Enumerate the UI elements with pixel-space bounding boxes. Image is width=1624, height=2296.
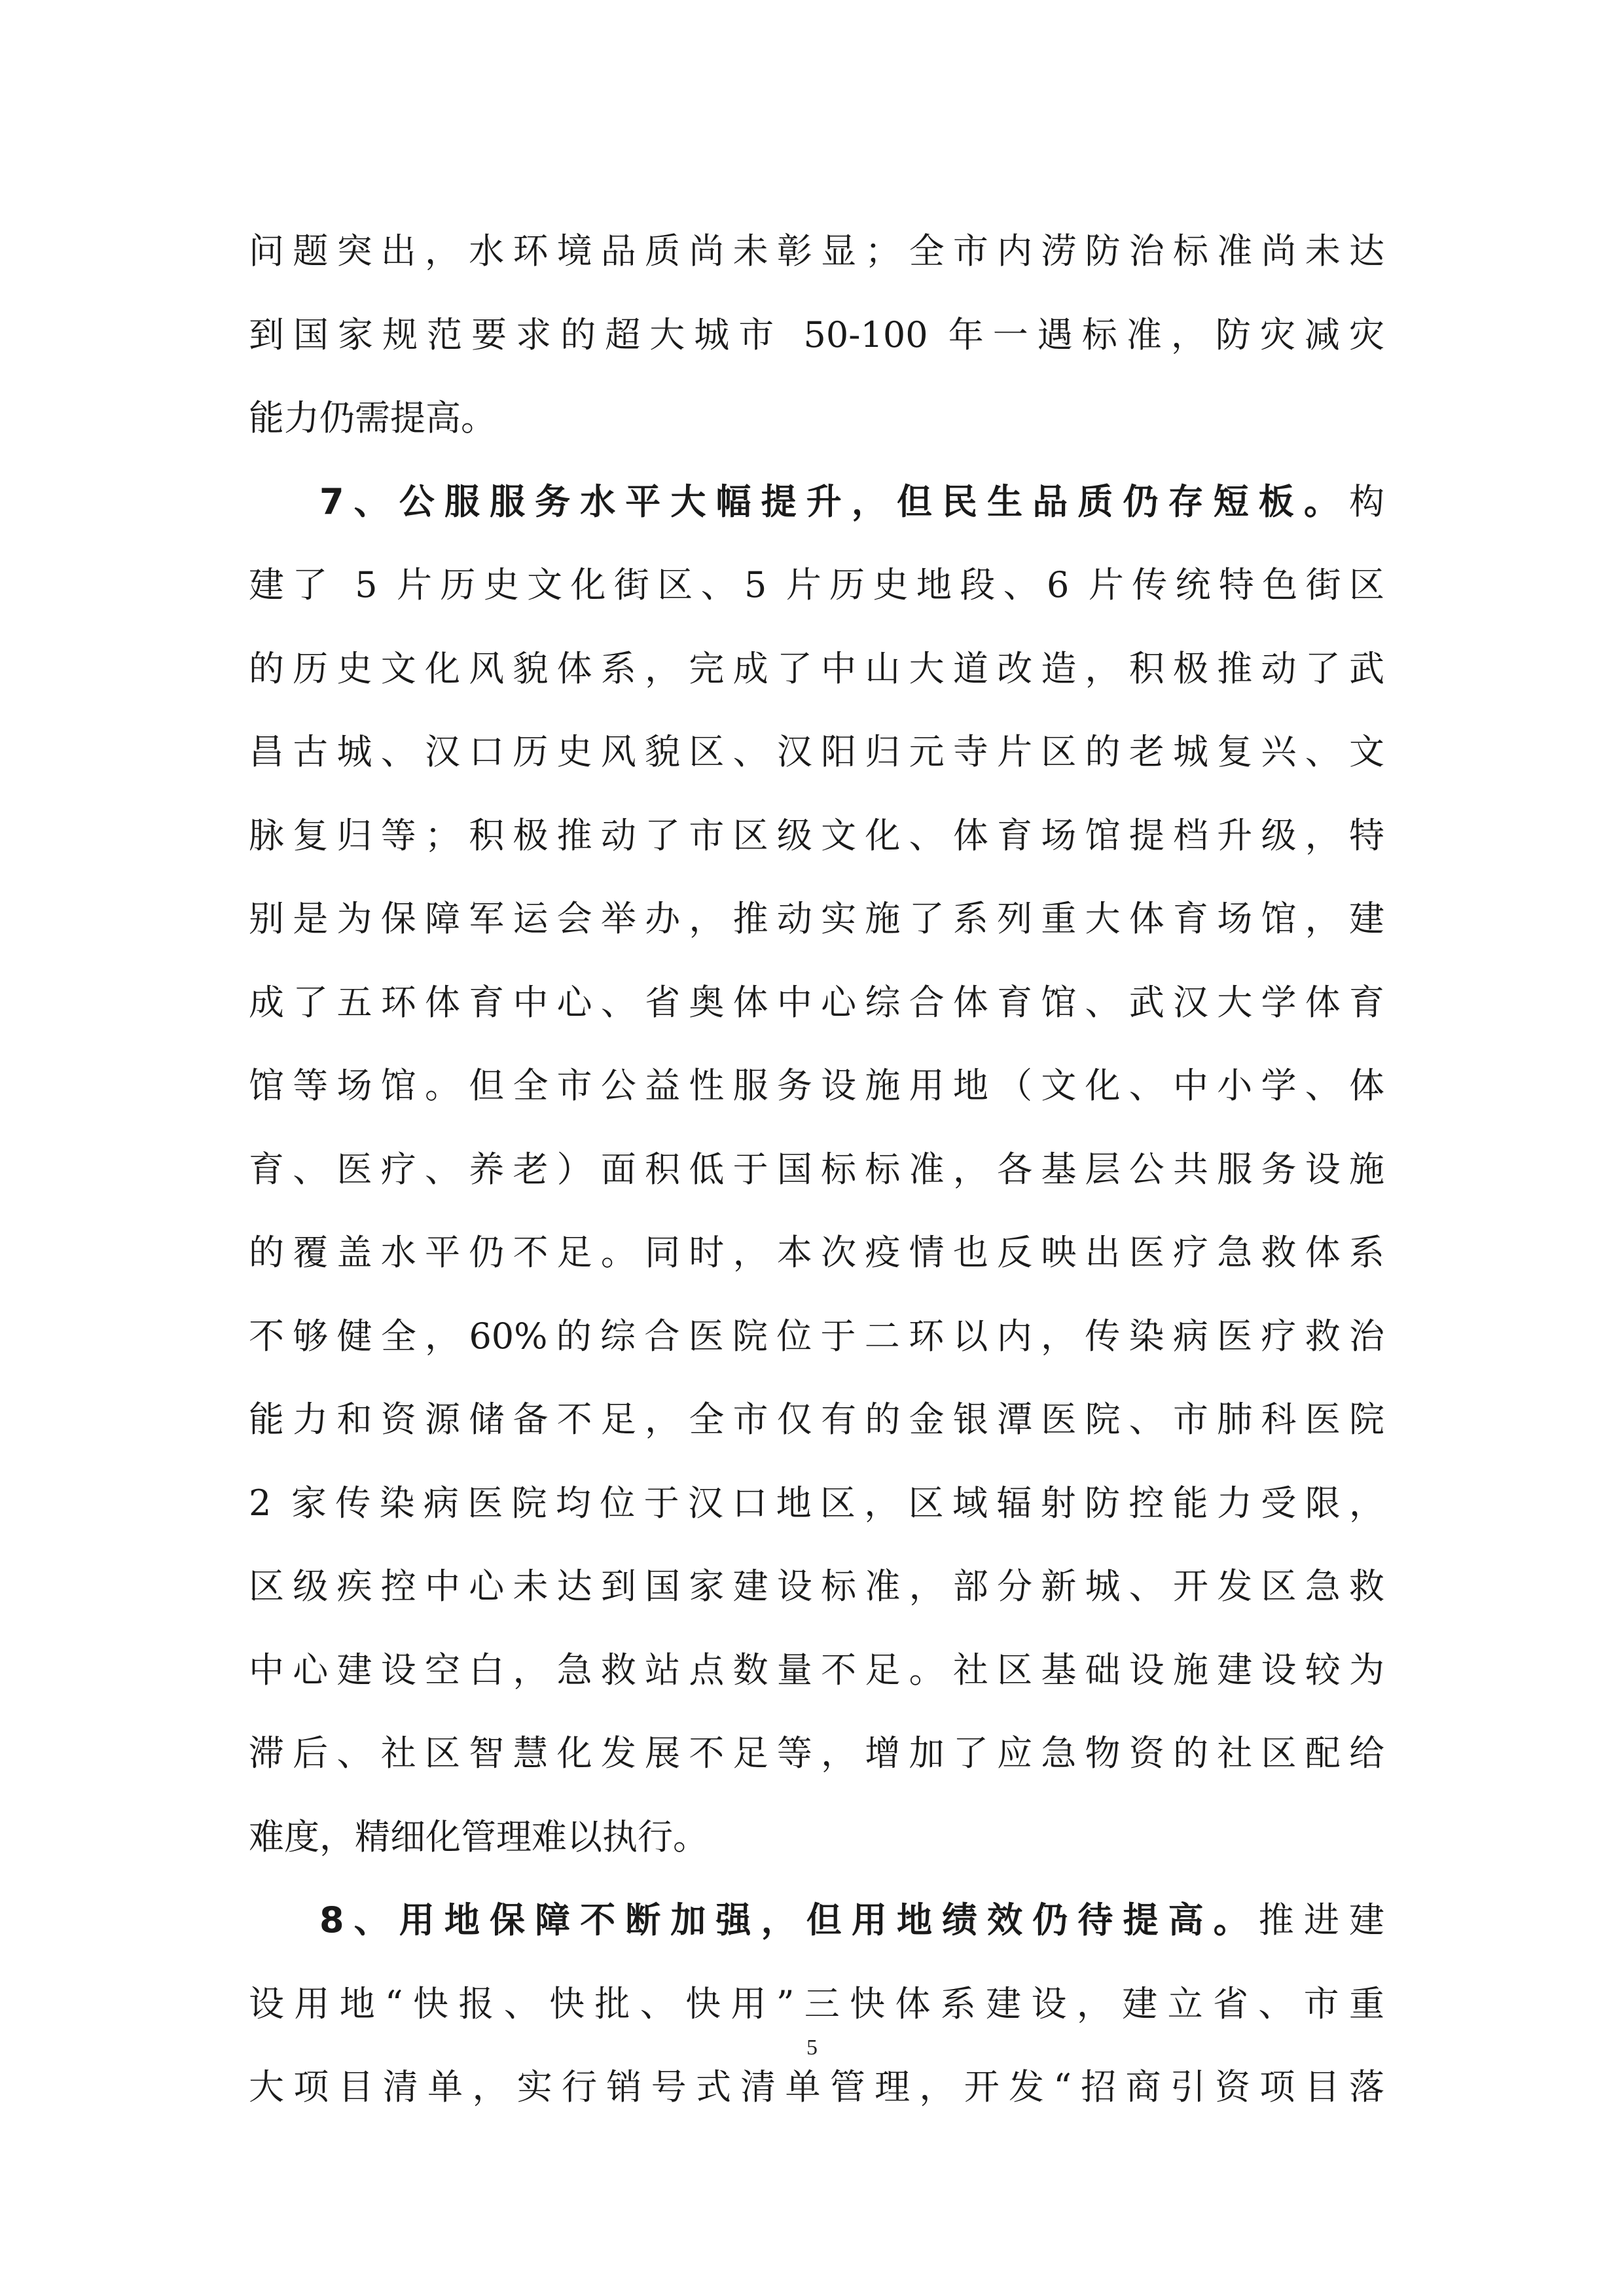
section-8-first-line (249, 1878, 1384, 1962)
text-line: 建了 5 片历史文化街区、5 片历史地段、6 片传统特色街区 (249, 564, 1384, 605)
section-7-heading: 7、公服服务水平大幅提升，但民生品质仍存短板。 (319, 480, 1349, 522)
text-line: 不够健全，60%的综合医院位于二环以内，传染病医疗救治 (249, 1315, 1384, 1357)
body-text (249, 209, 1384, 2129)
text-line: 设用地“快报、快批、快用”三快体系建设，建立省、市重 (249, 1982, 1384, 2024)
text-line: 馆等场馆。但全市公益性服务设施用地（文化、中小学、体 (249, 1065, 1384, 1106)
text-line: 成了五环体育中心、省奥体中心综合体育馆、武汉大学体育 (249, 981, 1384, 1023)
text-line: 难度，精细化管理难以执行。 (249, 1816, 708, 1857)
text-line: 到国家规范要求的超大城市 50-100 年一遇标准，防灾减灾 (249, 314, 1384, 355)
text-line: 育、医疗、养老）面积低于国标标准，各基层公共服务设施 (249, 1148, 1384, 1190)
section-8-heading: 8、用地保障不断加强，但用地绩效仍待提高。 (319, 1899, 1259, 1941)
text-line: 能力和资源储备不足，全市仅有的金银潭医院、市肺科医院 (249, 1399, 1384, 1440)
text-line: 昌古城、汉口历史风貌区、汉阳归元寺片区的老城复兴、文 (249, 731, 1384, 772)
text-fragment: 推进建 (1258, 1899, 1384, 1941)
text-line: 别是为保障军运会举办，推动实施了系列重大体育场馆，建 (249, 898, 1384, 939)
text-line: 中心建设空白，急救站点数量不足。社区基础设施建设较为 (249, 1649, 1384, 1691)
text-line: 滞后、社区智慧化发展不足等，增加了应急物资的社区配给 (249, 1732, 1384, 1774)
section-7-first-line (249, 460, 1384, 544)
text-line: 脉复归等；积极推动了市区级文化、体育场馆提档升级，特 (249, 814, 1384, 856)
text-line: 的历史文化风貌体系，完成了中山大道改造，积极推动了武 (249, 647, 1384, 689)
text-line: 的覆盖水平仍不足。同时，本次疫情也反映出医疗急救体系 (249, 1232, 1384, 1273)
text-line: 能力仍需提高。 (249, 397, 496, 439)
text-line: 大项目清单，实行销号式清单管理，开发“招商引资项目落 (249, 2066, 1384, 2108)
page-number: 5 (806, 2036, 818, 2060)
text-fragment: 构 (1349, 480, 1384, 522)
text-line: 2 家传染病医院均位于汉口地区，区域辐射防控能力受限， (249, 1482, 1384, 1524)
text-line: 区级疾控中心未达到国家建设标准，部分新城、开发区急救 (249, 1566, 1384, 1607)
text-line: 问题突出，水环境品质尚未彰显；全市内涝防治标准尚未达 (249, 230, 1384, 272)
